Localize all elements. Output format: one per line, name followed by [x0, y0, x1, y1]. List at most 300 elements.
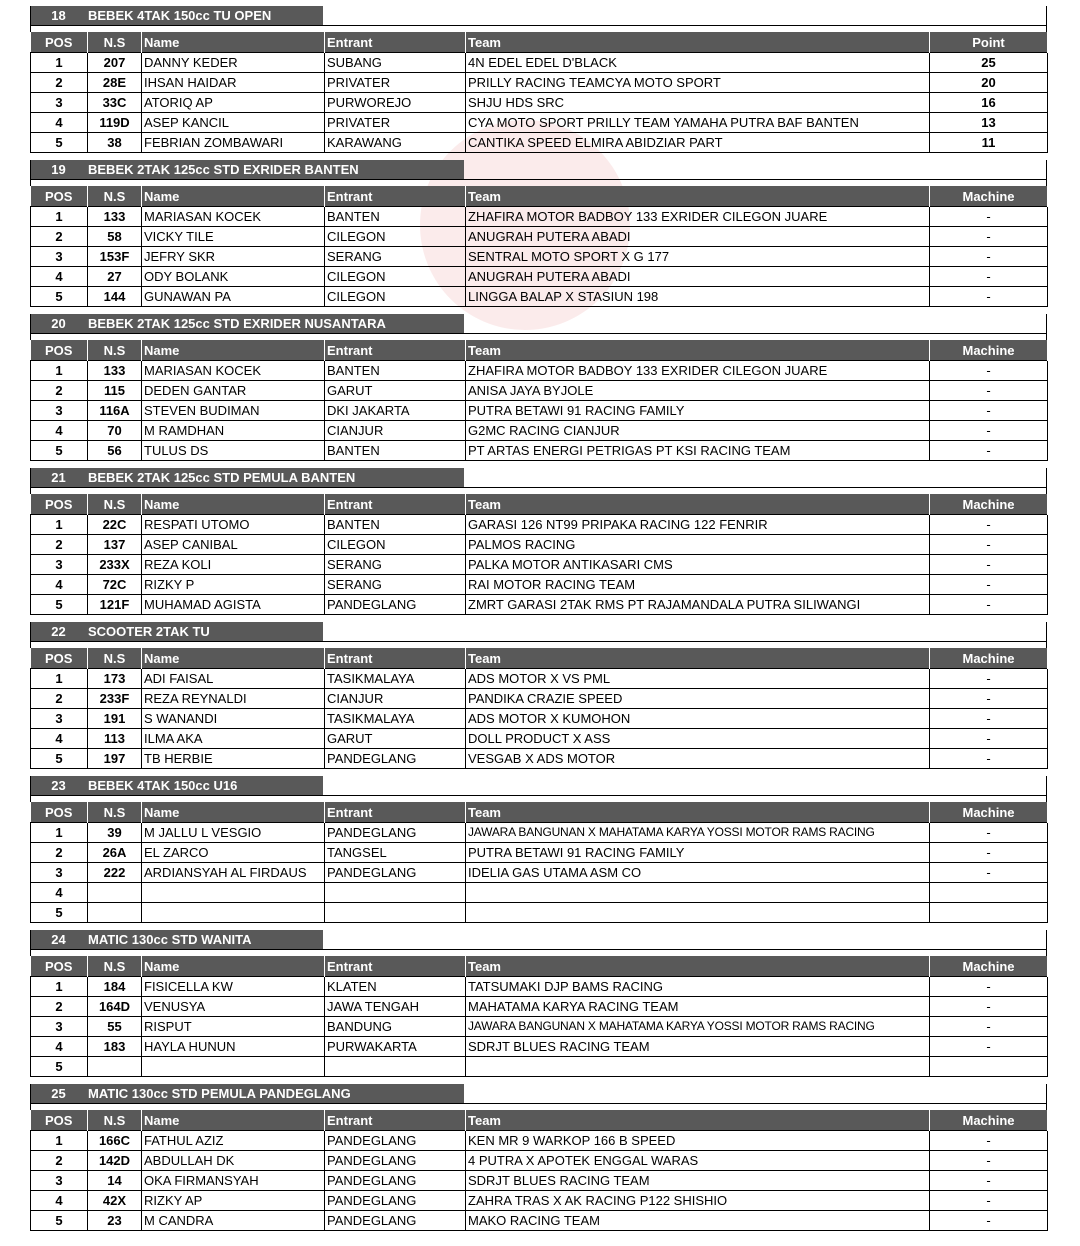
cell-name: TB HERBIE — [142, 749, 325, 769]
cell-name: RIZKY AP — [142, 1191, 325, 1211]
race-section — [30, 154, 1047, 308]
cell-ns: 183 — [88, 1037, 142, 1057]
race-section — [30, 0, 1047, 154]
cell-name: EL ZARCO — [142, 843, 325, 863]
section-title — [30, 930, 323, 949]
cell-ns — [88, 883, 142, 903]
cell-pos: 5 — [31, 1057, 88, 1077]
cell-pos: 3 — [31, 1017, 88, 1037]
cell-entrant: PANDEGLANG — [325, 1191, 466, 1211]
column-header-ns: N.S — [88, 32, 142, 53]
column-header-pos: POS — [31, 802, 88, 823]
frame-line — [30, 25, 1047, 26]
cell-team: RAI MOTOR RACING TEAM — [466, 575, 930, 595]
column-header-team: Team — [466, 1110, 930, 1131]
race-section — [30, 308, 1047, 462]
cell-entrant: SERANG — [325, 247, 466, 267]
cell-pos: 3 — [31, 247, 88, 267]
cell-entrant: CILEGON — [325, 267, 466, 287]
cell-name: STEVEN BUDIMAN — [142, 401, 325, 421]
cell-team: SHJU HDS SRC — [466, 93, 930, 113]
cell-name: TULUS DS — [142, 441, 325, 461]
table-row — [31, 73, 1048, 93]
cell-pos: 4 — [31, 267, 88, 287]
section-number: 18 — [51, 8, 66, 23]
column-header-entrant: Entrant — [325, 648, 466, 669]
table-row — [31, 689, 1048, 709]
cell-name: ADI FAISAL — [142, 669, 325, 689]
cell-entrant: CILEGON — [325, 287, 466, 307]
cell-machine: - — [930, 361, 1048, 381]
table-row — [31, 1191, 1048, 1211]
cell-team: SDRJT BLUES RACING TEAM — [466, 1171, 930, 1191]
frame-line — [30, 1084, 31, 1110]
cell-ns: 166C — [88, 1131, 142, 1151]
cell-ns: 133 — [88, 361, 142, 381]
cell-name: ARDIANSYAH AL FIRDAUS — [142, 863, 325, 883]
table-row — [31, 575, 1048, 595]
table-row — [31, 1131, 1048, 1151]
column-header-name: Name — [142, 32, 325, 53]
column-header-pos: POS — [31, 956, 88, 977]
cell-entrant: JAWA TENGAH — [325, 997, 466, 1017]
table-row — [31, 287, 1048, 307]
cell-team: ZMRT GARASI 2TAK RMS PT RAJAMANDALA PUTRA SILIWANGI — [466, 595, 930, 615]
cell-entrant: GARUT — [325, 729, 466, 749]
cell-machine: - — [930, 709, 1048, 729]
cell-team: MAKO RACING TEAM — [466, 1211, 930, 1231]
cell-team: MAHATAMA KARYA RACING TEAM — [466, 997, 930, 1017]
table-row — [31, 1151, 1048, 1171]
frame-line — [30, 622, 31, 648]
cell-entrant: SERANG — [325, 555, 466, 575]
section-title — [30, 314, 464, 333]
cell-entrant: PRIVATER — [325, 73, 466, 93]
cell-pos: 1 — [31, 361, 88, 381]
cell-pos: 1 — [31, 207, 88, 227]
cell-ns: 72C — [88, 575, 142, 595]
cell-name: ATORIQ AP — [142, 93, 325, 113]
results-table — [30, 956, 1048, 1077]
table-row — [31, 555, 1048, 575]
cell-name: MUHAMAD AGISTA — [142, 595, 325, 615]
cell-machine: - — [930, 863, 1048, 883]
column-header-entrant: Entrant — [325, 956, 466, 977]
cell-name — [142, 1057, 325, 1077]
table-row — [31, 247, 1048, 267]
cell-ns: 26A — [88, 843, 142, 863]
cell-team — [466, 903, 930, 923]
cell-pos: 4 — [31, 729, 88, 749]
cell-name: DANNY KEDER — [142, 53, 325, 73]
cell-team: JAWARA BANGUNAN X MAHATAMA KARYA YOSSI MOTOR RAMS RACING — [466, 1017, 930, 1037]
column-header-machine: Machine — [930, 340, 1048, 361]
cell-ns: 164D — [88, 997, 142, 1017]
column-header-ns: N.S — [88, 1110, 142, 1131]
cell-ns: 207 — [88, 53, 142, 73]
cell-machine: - — [930, 1131, 1048, 1151]
table-row — [31, 669, 1048, 689]
cell-name: REZA REYNALDI — [142, 689, 325, 709]
cell-pos: 2 — [31, 689, 88, 709]
table-row — [31, 595, 1048, 615]
table-row — [31, 207, 1048, 227]
table-row — [31, 997, 1048, 1017]
cell-ns: 113 — [88, 729, 142, 749]
cell-pos: 5 — [31, 903, 88, 923]
cell-ns: 39 — [88, 823, 142, 843]
cell-ns: 14 — [88, 1171, 142, 1191]
frame-line — [1046, 314, 1047, 340]
column-header-name: Name — [142, 956, 325, 977]
cell-ns: 197 — [88, 749, 142, 769]
table-row — [31, 93, 1048, 113]
frame-line — [30, 1103, 1047, 1104]
cell-ns: 233F — [88, 689, 142, 709]
results-sheet — [30, 0, 1047, 1232]
cell-pos: 2 — [31, 381, 88, 401]
frame-line — [30, 6, 31, 32]
column-header-entrant: Entrant — [325, 32, 466, 53]
column-header-machine: Machine — [930, 956, 1048, 977]
cell-ns: 137 — [88, 535, 142, 555]
cell-machine: - — [930, 843, 1048, 863]
cell-team: PALKA MOTOR ANTIKASARI CMS — [466, 555, 930, 575]
table-row — [31, 267, 1048, 287]
column-header-team: Team — [466, 802, 930, 823]
cell-name: GUNAWAN PA — [142, 287, 325, 307]
cell-ns: 233X — [88, 555, 142, 575]
frame-line — [1046, 160, 1047, 186]
cell-machine: - — [930, 207, 1048, 227]
cell-ns: 28E — [88, 73, 142, 93]
column-header-team: Team — [466, 494, 930, 515]
column-header-pos: POS — [31, 186, 88, 207]
cell-machine: - — [930, 749, 1048, 769]
table-row — [31, 1057, 1048, 1077]
column-header-pos: POS — [31, 340, 88, 361]
section-title — [30, 776, 323, 795]
column-header-name: Name — [142, 340, 325, 361]
table-row — [31, 381, 1048, 401]
cell-entrant: TANGSEL — [325, 843, 466, 863]
cell-team: TATSUMAKI DJP BAMS RACING — [466, 977, 930, 997]
table-row — [31, 361, 1048, 381]
frame-line — [1046, 776, 1047, 802]
cell-name: VENUSYA — [142, 997, 325, 1017]
table-row — [31, 421, 1048, 441]
cell-name: S WANANDI — [142, 709, 325, 729]
cell-pos: 5 — [31, 287, 88, 307]
frame-line — [30, 333, 1047, 334]
table-row — [31, 401, 1048, 421]
cell-point: 13 — [930, 113, 1048, 133]
cell-ns: 33C — [88, 93, 142, 113]
header-row — [31, 494, 1048, 515]
cell-pos: 4 — [31, 1037, 88, 1057]
cell-team: PUTRA BETAWI 91 RACING FAMILY — [466, 401, 930, 421]
cell-team: KEN MR 9 WARKOP 166 B SPEED — [466, 1131, 930, 1151]
results-table — [30, 802, 1048, 923]
table-row — [31, 1171, 1048, 1191]
cell-name: HAYLA HUNUN — [142, 1037, 325, 1057]
cell-machine: - — [930, 689, 1048, 709]
cell-team: PUTRA BETAWI 91 RACING FAMILY — [466, 843, 930, 863]
results-table — [30, 494, 1048, 615]
race-section — [30, 924, 1047, 1078]
cell-entrant: SERANG — [325, 575, 466, 595]
cell-pos: 4 — [31, 883, 88, 903]
cell-name: OKA FIRMANSYAH — [142, 1171, 325, 1191]
frame-line — [30, 468, 31, 494]
column-header-machine: Machine — [930, 802, 1048, 823]
column-header-point: Point — [930, 32, 1048, 53]
frame-line — [30, 795, 1047, 796]
column-header-team: Team — [466, 648, 930, 669]
cell-machine: - — [930, 227, 1048, 247]
cell-name: FATHUL AZIZ — [142, 1131, 325, 1151]
cell-machine: - — [930, 401, 1048, 421]
cell-ns: 116A — [88, 401, 142, 421]
cell-team: ZAHRA TRAS X AK RACING P122 SHISHIO — [466, 1191, 930, 1211]
cell-machine — [930, 883, 1048, 903]
section-name: SCOOTER 2TAK TU — [88, 624, 210, 639]
cell-ns: 133 — [88, 207, 142, 227]
cell-machine: - — [930, 1151, 1048, 1171]
cell-team: SDRJT BLUES RACING TEAM — [466, 1037, 930, 1057]
cell-entrant — [325, 883, 466, 903]
cell-entrant: KLATEN — [325, 977, 466, 997]
cell-ns — [88, 1057, 142, 1077]
section-number: 22 — [51, 624, 66, 639]
cell-team: G2MC RACING CIANJUR — [466, 421, 930, 441]
section-name: BEBEK 2TAK 125cc STD PEMULA BANTEN — [88, 470, 356, 485]
cell-entrant: SUBANG — [325, 53, 466, 73]
frame-line — [30, 179, 1047, 180]
cell-pos: 4 — [31, 575, 88, 595]
section-title — [30, 1084, 464, 1103]
cell-pos: 2 — [31, 1151, 88, 1171]
cell-name: RIZKY P — [142, 575, 325, 595]
table-row — [31, 977, 1048, 997]
cell-pos: 2 — [31, 227, 88, 247]
race-section — [30, 770, 1047, 924]
cell-machine: - — [930, 1171, 1048, 1191]
section-name: MATIC 130cc STD PEMULA PANDEGLANG — [88, 1086, 351, 1101]
cell-machine — [930, 1057, 1048, 1077]
cell-name: ILMA AKA — [142, 729, 325, 749]
cell-team: ADS MOTOR X VS PML — [466, 669, 930, 689]
section-number: 21 — [51, 470, 66, 485]
cell-ns: 119D — [88, 113, 142, 133]
cell-pos: 5 — [31, 133, 88, 153]
cell-entrant: DKI JAKARTA — [325, 401, 466, 421]
cell-pos: 1 — [31, 53, 88, 73]
table-row — [31, 1017, 1048, 1037]
table-row — [31, 133, 1048, 153]
column-header-machine: Machine — [930, 186, 1048, 207]
column-header-ns: N.S — [88, 494, 142, 515]
cell-entrant: PANDEGLANG — [325, 1171, 466, 1191]
cell-entrant: BANTEN — [325, 441, 466, 461]
section-number: 20 — [51, 316, 66, 331]
frame-line — [30, 641, 1047, 642]
cell-team: ANISA JAYA BYJOLE — [466, 381, 930, 401]
cell-name: RISPUT — [142, 1017, 325, 1037]
frame-line — [1046, 622, 1047, 648]
cell-team: PANDIKA CRAZIE SPEED — [466, 689, 930, 709]
cell-team: IDELIA GAS UTAMA ASM CO — [466, 863, 930, 883]
header-row — [31, 340, 1048, 361]
cell-machine: - — [930, 1037, 1048, 1057]
cell-team: 4N EDEL EDEL D'BLACK — [466, 53, 930, 73]
column-header-ns: N.S — [88, 340, 142, 361]
cell-ns: 55 — [88, 1017, 142, 1037]
cell-machine: - — [930, 1017, 1048, 1037]
column-header-team: Team — [466, 32, 930, 53]
cell-team: PALMOS RACING — [466, 535, 930, 555]
column-header-entrant: Entrant — [325, 340, 466, 361]
cell-machine: - — [930, 515, 1048, 535]
cell-point: 16 — [930, 93, 1048, 113]
cell-entrant: PANDEGLANG — [325, 595, 466, 615]
cell-point: 20 — [930, 73, 1048, 93]
column-header-ns: N.S — [88, 956, 142, 977]
frame-line — [30, 949, 1047, 950]
cell-entrant: PANDEGLANG — [325, 749, 466, 769]
column-header-team: Team — [466, 340, 930, 361]
cell-machine: - — [930, 977, 1048, 997]
table-row — [31, 749, 1048, 769]
cell-machine: - — [930, 421, 1048, 441]
cell-entrant: BANDUNG — [325, 1017, 466, 1037]
cell-team: SENTRAL MOTO SPORT X G 177 — [466, 247, 930, 267]
table-row — [31, 1037, 1048, 1057]
cell-entrant — [325, 903, 466, 923]
frame-line — [30, 776, 31, 802]
cell-machine: - — [930, 575, 1048, 595]
header-row — [31, 802, 1048, 823]
column-header-team: Team — [466, 186, 930, 207]
column-header-name: Name — [142, 1110, 325, 1131]
cell-entrant: PRIVATER — [325, 113, 466, 133]
cell-name: M RAMDHAN — [142, 421, 325, 441]
table-row — [31, 1211, 1048, 1231]
column-header-machine: Machine — [930, 648, 1048, 669]
cell-pos: 3 — [31, 401, 88, 421]
race-section — [30, 616, 1047, 770]
frame-line — [1046, 1084, 1047, 1110]
section-number: 19 — [51, 162, 66, 177]
cell-ns: 121F — [88, 595, 142, 615]
header-row — [31, 648, 1048, 669]
frame-line — [30, 487, 1047, 488]
frame-line — [1046, 468, 1047, 494]
cell-pos: 5 — [31, 1211, 88, 1231]
cell-entrant: CILEGON — [325, 535, 466, 555]
cell-ns: 222 — [88, 863, 142, 883]
cell-team — [466, 1057, 930, 1077]
section-name: MATIC 130cc STD WANITA — [88, 932, 252, 947]
cell-name: FEBRIAN ZOMBAWARI — [142, 133, 325, 153]
cell-pos: 3 — [31, 709, 88, 729]
section-number: 23 — [51, 778, 66, 793]
cell-point: 11 — [930, 133, 1048, 153]
cell-entrant: GARUT — [325, 381, 466, 401]
column-header-team: Team — [466, 956, 930, 977]
cell-name: ASEP CANIBAL — [142, 535, 325, 555]
cell-machine: - — [930, 729, 1048, 749]
cell-pos: 3 — [31, 555, 88, 575]
cell-pos: 4 — [31, 113, 88, 133]
header-row — [31, 186, 1048, 207]
table-row — [31, 729, 1048, 749]
cell-team: CYA MOTO SPORT PRILLY TEAM YAMAHA PUTRA BAF BANTEN — [466, 113, 930, 133]
cell-entrant — [325, 1057, 466, 1077]
cell-pos: 5 — [31, 595, 88, 615]
cell-entrant: CIANJUR — [325, 689, 466, 709]
cell-team: ZHAFIRA MOTOR BADBOY 133 EXRIDER CILEGON JUARE — [466, 207, 930, 227]
cell-team: VESGAB X ADS MOTOR — [466, 749, 930, 769]
cell-entrant: PANDEGLANG — [325, 1211, 466, 1231]
cell-ns: 144 — [88, 287, 142, 307]
cell-pos: 1 — [31, 669, 88, 689]
table-row — [31, 53, 1048, 73]
cell-entrant: TASIKMALAYA — [325, 709, 466, 729]
cell-pos: 2 — [31, 997, 88, 1017]
cell-name: RESPATI UTOMO — [142, 515, 325, 535]
cell-name: ABDULLAH DK — [142, 1151, 325, 1171]
table-row — [31, 535, 1048, 555]
cell-entrant: CILEGON — [325, 227, 466, 247]
cell-team: ZHAFIRA MOTOR BADBOY 133 EXRIDER CILEGON JUARE — [466, 361, 930, 381]
results-table — [30, 340, 1048, 461]
column-header-pos: POS — [31, 1110, 88, 1131]
cell-pos: 2 — [31, 535, 88, 555]
column-header-pos: POS — [31, 494, 88, 515]
column-header-machine: Machine — [930, 1110, 1048, 1131]
section-name: BEBEK 2TAK 125cc STD EXRIDER NUSANTARA — [88, 316, 386, 331]
results-table — [30, 1110, 1048, 1231]
cell-pos: 4 — [31, 421, 88, 441]
column-header-entrant: Entrant — [325, 802, 466, 823]
column-header-machine: Machine — [930, 494, 1048, 515]
cell-ns: 115 — [88, 381, 142, 401]
cell-entrant: CIANJUR — [325, 421, 466, 441]
cell-name: MARIASAN KOCEK — [142, 361, 325, 381]
cell-name: JEFRY SKR — [142, 247, 325, 267]
table-row — [31, 515, 1048, 535]
cell-team: PRILLY RACING TEAMCYA MOTO SPORT — [466, 73, 930, 93]
table-row — [31, 113, 1048, 133]
cell-team: GARASI 126 NT99 PRIPAKA RACING 122 FENRIR — [466, 515, 930, 535]
table-row — [31, 441, 1048, 461]
cell-entrant: PANDEGLANG — [325, 1131, 466, 1151]
cell-name: ODY BOLANK — [142, 267, 325, 287]
cell-name: M CANDRA — [142, 1211, 325, 1231]
cell-point: 25 — [930, 53, 1048, 73]
cell-machine: - — [930, 669, 1048, 689]
section-title — [30, 468, 464, 487]
race-section — [30, 1078, 1047, 1232]
cell-entrant: PANDEGLANG — [325, 823, 466, 843]
cell-ns: 153F — [88, 247, 142, 267]
cell-pos: 1 — [31, 515, 88, 535]
cell-entrant: BANTEN — [325, 361, 466, 381]
cell-team: ANUGRAH PUTERA ABADI — [466, 227, 930, 247]
section-number: 25 — [51, 1086, 66, 1101]
table-row — [31, 883, 1048, 903]
